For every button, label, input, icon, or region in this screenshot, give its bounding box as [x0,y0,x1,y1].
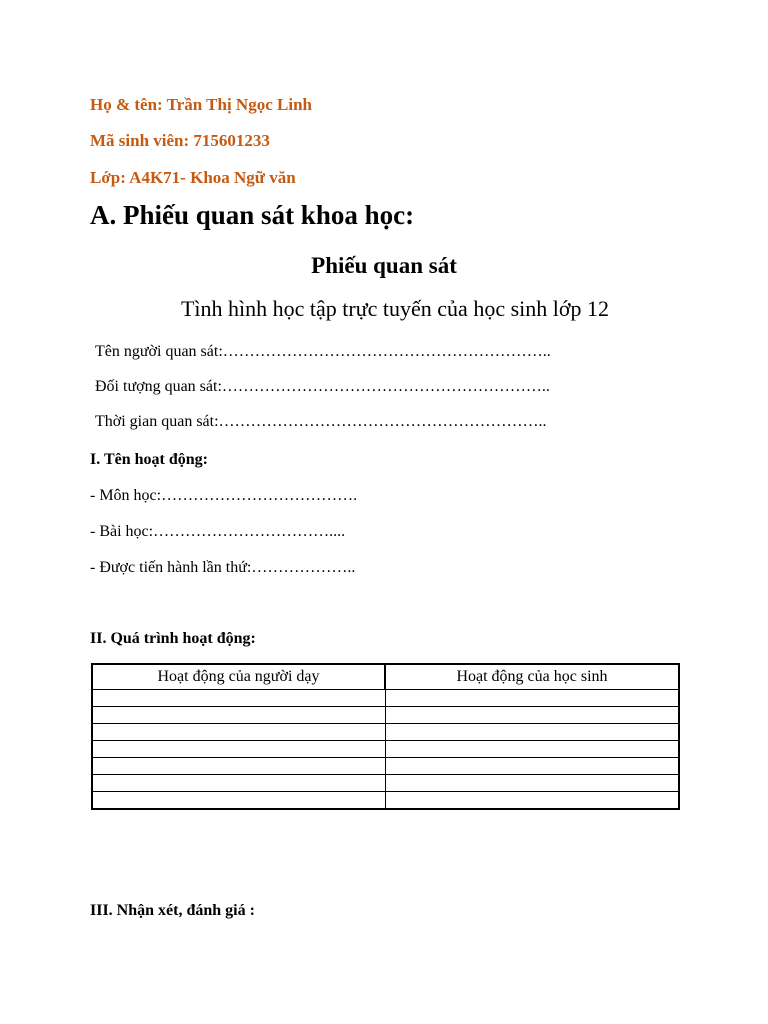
table-row [92,758,679,775]
observer-name-field: Tên người quan sát:…………………………………………………….. [95,343,551,360]
table-cell[interactable] [385,741,679,758]
table-row [92,707,679,724]
table-cell[interactable] [385,775,679,792]
subject-item: - Môn học:………………………………. [90,487,358,504]
activity-table [91,663,680,810]
table-cell[interactable] [92,775,385,792]
table-cell[interactable] [92,792,385,810]
student-activity-header: Hoạt động của học sinh [385,664,679,690]
table-cell[interactable] [385,707,679,724]
table-cell[interactable] [92,758,385,775]
student-name-line: Họ & tên: Trần Thị Ngọc Linh [90,95,312,114]
table-cell[interactable] [385,690,679,707]
table-row [92,724,679,741]
table-row [92,690,679,707]
form-title: Phiếu quan sát [311,253,457,278]
table-cell[interactable] [92,724,385,741]
table-cell[interactable] [385,792,679,810]
table-cell[interactable] [385,758,679,775]
table-cell[interactable] [385,724,679,741]
form-subtitle: Tình hình học tập trực tuyến của học sinh lớp 12 [180,296,610,321]
table-cell[interactable] [92,741,385,758]
student-id-line: Mã sinh viên: 715601233 [90,131,270,150]
observed-subject-field: Đối tượng quan sát:…………………………………………………….. [95,378,550,395]
table-row [92,741,679,758]
observation-time-field: Thời gian quan sát:…………………………………………………….. [95,413,547,430]
table-row [92,792,679,810]
section-a-title: A. Phiếu quan sát khoa học: [90,200,415,230]
student-class-line: Lớp: A4K71- Khoa Ngữ văn [90,168,296,187]
section-1-heading: I. Tên hoạt động: [90,451,208,468]
table-cell[interactable] [92,707,385,724]
section-2-heading: II. Quá trình hoạt động: [90,630,256,647]
table-row [92,775,679,792]
times-item: - Được tiến hành lần thứ:……………….. [90,559,356,576]
table-cell[interactable] [92,690,385,707]
lesson-item: - Bài học:…………………………….... [90,523,346,540]
teacher-activity-header: Hoạt động của người dạy [92,664,385,690]
table-header-row [92,664,679,690]
section-3-heading: III. Nhận xét, đánh giá : [90,902,255,919]
